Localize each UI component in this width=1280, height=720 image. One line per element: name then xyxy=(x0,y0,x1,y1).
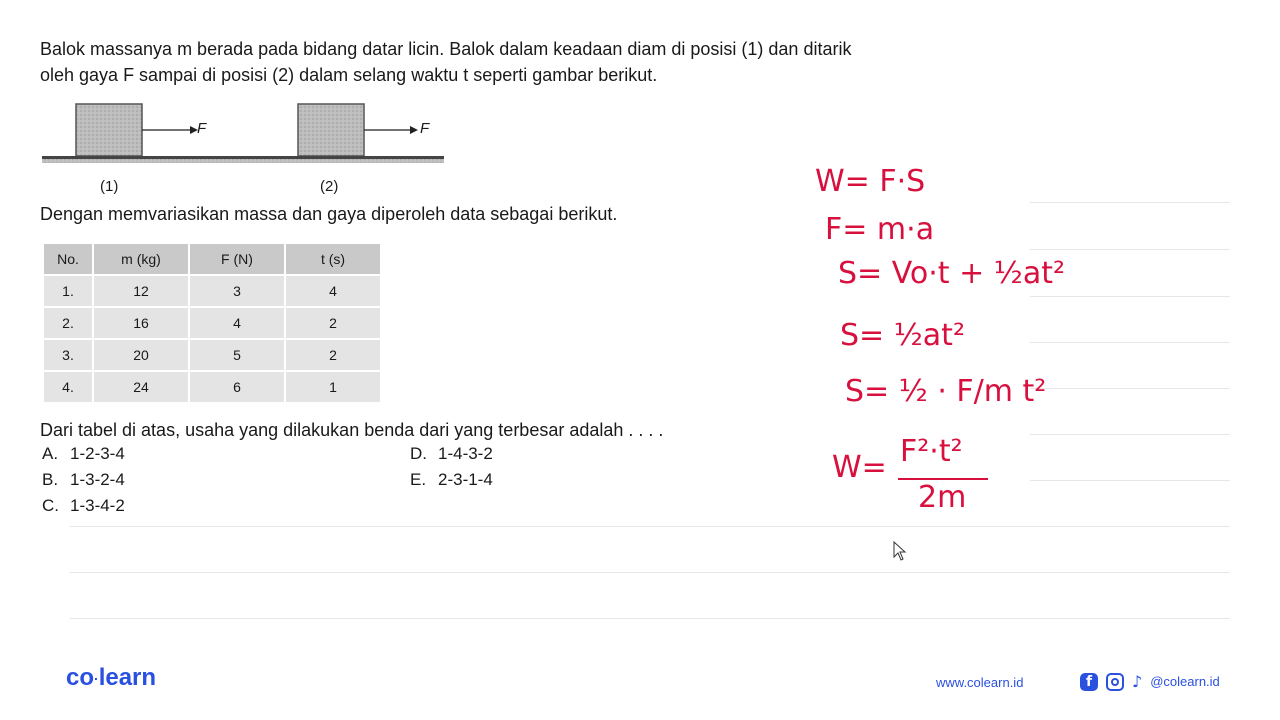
table-cell: 4 xyxy=(285,275,381,307)
header-no: No. xyxy=(43,243,93,275)
option-text: 2-3-1-4 xyxy=(438,470,493,489)
table-cell: 3 xyxy=(189,275,285,307)
question-line-2: oleh gaya F sampai di posisi (2) dalam selang waktu t seperti gambar berikut. xyxy=(40,65,658,85)
data-table xyxy=(42,242,382,404)
surface xyxy=(42,156,444,159)
handwritten-work-line-6-lhs: W= xyxy=(832,450,887,485)
handwritten-work-line-4: S= ½at² xyxy=(840,318,965,353)
table-cell: 6 xyxy=(189,371,285,403)
table-cell: 16 xyxy=(93,307,189,339)
table-row xyxy=(43,307,381,339)
table-cell: 24 xyxy=(93,371,189,403)
instagram-icon[interactable] xyxy=(1106,673,1124,691)
cursor-icon xyxy=(893,541,907,561)
table-cell: 1 xyxy=(285,371,381,403)
handwritten-work-line-6-denominator: 2m xyxy=(918,480,967,515)
table-row xyxy=(43,275,381,307)
header-force: F (N) xyxy=(189,243,285,275)
table-row xyxy=(43,339,381,371)
option-c[interactable] xyxy=(42,496,125,516)
block-1 xyxy=(76,104,142,156)
question-ask: Dari tabel di atas, usaha yang dilakukan benda dari yang terbesar adalah . . . . xyxy=(40,420,664,440)
handwritten-work-line-6-numerator: F²·t² xyxy=(900,434,963,469)
option-e[interactable] xyxy=(410,470,493,490)
brand-logo xyxy=(66,664,156,692)
facebook-icon[interactable]: f xyxy=(1080,673,1098,691)
force-arrow-2-head xyxy=(410,126,418,134)
website-link[interactable]: www.colearn.id xyxy=(936,675,1024,690)
tiktok-icon[interactable]: ♪ xyxy=(1132,672,1143,691)
handwritten-work-line-2: F= m·a xyxy=(825,212,935,247)
brand-dot: · xyxy=(94,670,99,687)
position-label-1: (1) xyxy=(100,178,119,195)
option-a[interactable] xyxy=(42,444,125,464)
option-text: 1-3-2-4 xyxy=(70,470,125,489)
data-intro: Dengan memvariasikan massa dan gaya diperoleh data sebagai berikut. xyxy=(40,204,618,224)
table-cell: 1. xyxy=(43,275,93,307)
brand-part-1: co xyxy=(66,664,95,691)
table-cell: 12 xyxy=(93,275,189,307)
table-row xyxy=(43,371,381,403)
surface-texture xyxy=(42,159,444,163)
question-line-1: Balok massanya m berada pada bidang datar licin. Balok dalam keadaan diam di posisi (1) dan ditarik xyxy=(40,39,852,59)
block-2 xyxy=(298,104,364,156)
position-label-2: (2) xyxy=(320,178,339,195)
table-header-row xyxy=(43,243,381,275)
social-links xyxy=(1080,672,1220,691)
handwritten-work-line-5: S= ½ · F/m t² xyxy=(845,374,1047,409)
option-text: 1-4-3-2 xyxy=(438,444,493,463)
question-text xyxy=(40,36,1040,88)
option-d[interactable] xyxy=(410,444,493,464)
handwritten-work-line-3: S= Vo·t + ½at² xyxy=(838,256,1066,291)
force-label-1: F xyxy=(197,120,207,137)
option-key: C. xyxy=(42,496,59,515)
option-b[interactable] xyxy=(42,470,125,490)
option-key: E. xyxy=(410,470,427,489)
option-text: 1-2-3-4 xyxy=(70,444,125,463)
handwritten-work-line-1: W= F·S xyxy=(815,164,926,199)
table-cell: 4 xyxy=(189,307,285,339)
social-handle: @colearn.id xyxy=(1150,674,1220,689)
header-mass: m (kg) xyxy=(93,243,189,275)
option-key: B. xyxy=(42,470,59,489)
table-cell: 3. xyxy=(43,339,93,371)
option-key: D. xyxy=(410,444,427,463)
header-time: t (s) xyxy=(285,243,381,275)
force-label-2: F xyxy=(420,120,430,137)
option-text: 1-3-4-2 xyxy=(70,496,125,515)
option-key: A. xyxy=(42,444,59,463)
table-cell: 2 xyxy=(285,307,381,339)
table-cell: 4. xyxy=(43,371,93,403)
block-figure xyxy=(40,98,450,170)
table-cell: 2 xyxy=(285,339,381,371)
table-cell: 5 xyxy=(189,339,285,371)
table-cell: 20 xyxy=(93,339,189,371)
brand-part-2: learn xyxy=(98,664,157,691)
table-cell: 2. xyxy=(43,307,93,339)
